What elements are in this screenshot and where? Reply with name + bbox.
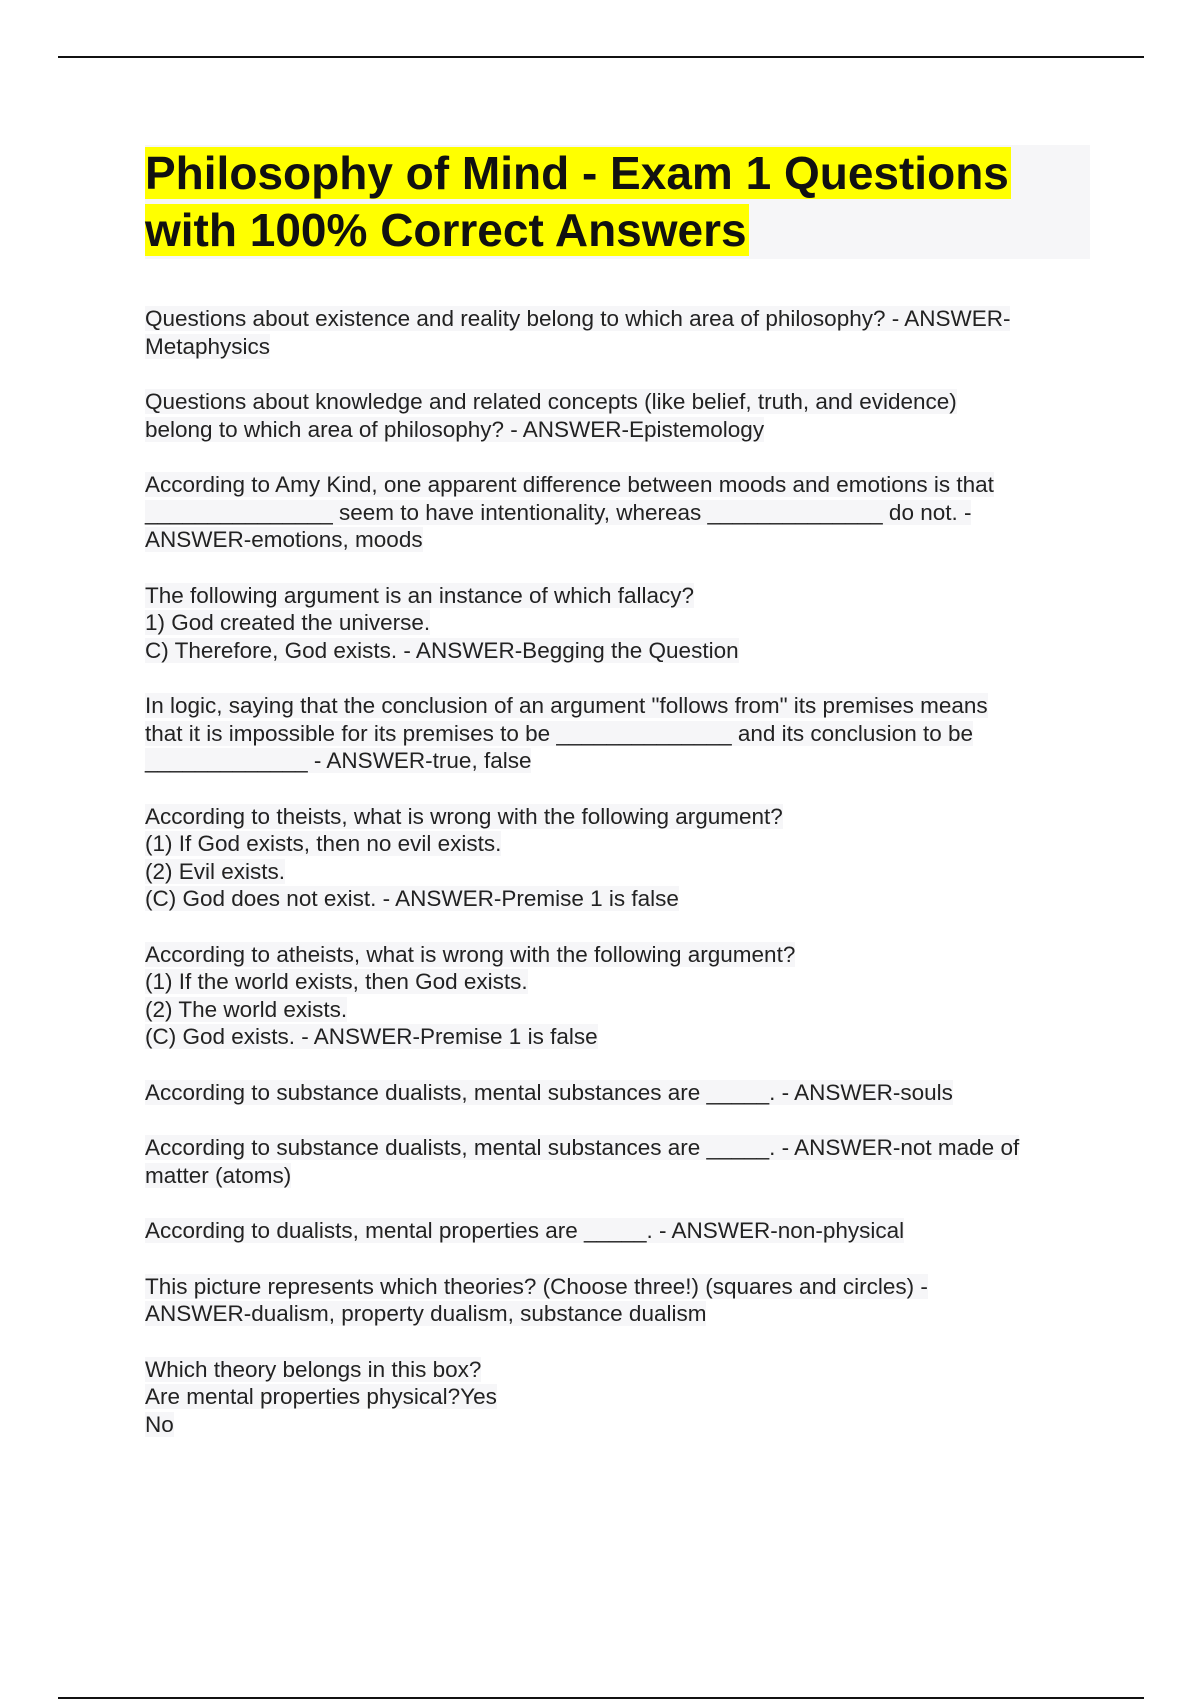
- bottom-rule: [58, 1697, 1144, 1699]
- qa-line-text: According to dualists, mental properties are _____. - ANSWER-non-physical: [145, 1218, 905, 1243]
- qa-line: [145, 1162, 1090, 1190]
- qa-line: [145, 388, 1090, 416]
- qa-line-text: The following argument is an instance of which fallacy?: [145, 582, 695, 608]
- qa-line-text: _______________ seem to have intentionality, whereas ______________ do not. -: [145, 499, 972, 525]
- qa-line-text: Questions about knowledge and related concepts (like belief, truth, and evidence): [145, 389, 957, 414]
- qa-line: [145, 637, 1090, 665]
- qa-line-text: Metaphysics: [145, 333, 271, 359]
- document-body: [145, 145, 1090, 1466]
- qa-line: [145, 1273, 1090, 1301]
- qa-line-text: According to theists, what is wrong with the following argument?: [145, 803, 783, 829]
- qa-line-text: No: [145, 1411, 174, 1437]
- qa-item: [145, 305, 1090, 360]
- qa-line-text: _____________ - ANSWER-true, false: [145, 748, 532, 773]
- qa-line-text: Questions about existence and reality belong to which area of philosophy? - ANSWER-: [145, 306, 1011, 331]
- top-rule: [58, 56, 1144, 58]
- qa-line: [145, 720, 1090, 748]
- qa-item: [145, 471, 1090, 554]
- qa-line-text: (2) Evil exists.: [145, 858, 286, 884]
- qa-line: [145, 885, 1090, 913]
- qa-line-text: C) Therefore, God exists. - ANSWER-Begging the Question: [145, 637, 739, 663]
- qa-line: [145, 858, 1090, 886]
- qa-line-text: According to substance dualists, mental substances are _____. - ANSWER-not made of: [145, 1135, 1020, 1160]
- qa-line-text: matter (atoms): [145, 1162, 292, 1188]
- qa-line: [145, 1383, 1090, 1411]
- qa-line: [145, 996, 1090, 1024]
- qa-line: [145, 609, 1090, 637]
- qa-line: [145, 1300, 1090, 1328]
- qa-line: [145, 941, 1090, 969]
- qa-line-text: Which theory belongs in this box?: [145, 1356, 482, 1382]
- qa-item: [145, 388, 1090, 443]
- qa-line-text: According to Amy Kind, one apparent difference between moods and emotions is that: [145, 472, 994, 497]
- qa-line: [145, 830, 1090, 858]
- qa-line: [145, 803, 1090, 831]
- qa-line: [145, 968, 1090, 996]
- qa-line: [145, 582, 1090, 610]
- qa-item: [145, 1079, 1090, 1107]
- qa-item: [145, 1356, 1090, 1439]
- qa-line: [145, 499, 1090, 527]
- qa-item: [145, 803, 1090, 913]
- qa-line: [145, 747, 1090, 775]
- title-block: [145, 145, 1090, 259]
- qa-line-text: (1) If the world exists, then God exists.: [145, 969, 528, 994]
- qa-line: [145, 416, 1090, 444]
- qa-line: [145, 471, 1090, 499]
- qa-item: [145, 692, 1090, 775]
- qa-line: [145, 1079, 1090, 1107]
- qa-line: [145, 1134, 1090, 1162]
- qa-line-text: Are mental properties physical?Yes: [145, 1384, 497, 1409]
- title-line-2: with 100% Correct Answers: [145, 204, 747, 256]
- qa-line-text: belong to which area of philosophy? - ANSWER-Epistemology: [145, 416, 765, 442]
- qa-item: [145, 941, 1090, 1051]
- qa-line: [145, 1023, 1090, 1051]
- qa-line: [145, 1356, 1090, 1384]
- qa-line-text: (1) If God exists, then no evil exists.: [145, 831, 502, 856]
- qa-line-text: that it is impossible for its premises to be ______________ and its conclusion to be: [145, 720, 973, 746]
- qa-line-text: ANSWER-emotions, moods: [145, 527, 423, 552]
- qa-line: [145, 526, 1090, 554]
- qa-line-text: ANSWER-dualism, property dualism, substance dualism: [145, 1301, 707, 1326]
- qa-line: [145, 305, 1090, 333]
- qa-line-text: (C) God exists. - ANSWER-Premise 1 is false: [145, 1024, 598, 1049]
- qa-line-text: (2) The world exists.: [145, 996, 348, 1022]
- qa-list: [145, 305, 1090, 1438]
- qa-item: [145, 582, 1090, 665]
- title-line-1: Philosophy of Mind - Exam 1 Questions: [145, 147, 1009, 199]
- qa-line: [145, 1411, 1090, 1439]
- qa-item: [145, 1134, 1090, 1189]
- qa-line: [145, 692, 1090, 720]
- qa-item: [145, 1217, 1090, 1245]
- document-title: [145, 145, 1090, 259]
- qa-line-text: (C) God does not exist. - ANSWER-Premise 1 is false: [145, 886, 679, 911]
- qa-line: [145, 1217, 1090, 1245]
- qa-line-text: In logic, saying that the conclusion of an argument "follows from" its premises means: [145, 693, 988, 718]
- qa-line-text: This picture represents which theories? (Choose three!) (squares and circles) -: [145, 1273, 928, 1299]
- qa-line-text: According to substance dualists, mental substances are _____. - ANSWER-souls: [145, 1079, 953, 1105]
- qa-line: [145, 333, 1090, 361]
- qa-line-text: 1) God created the universe.: [145, 610, 431, 635]
- qa-item: [145, 1273, 1090, 1328]
- qa-line-text: According to atheists, what is wrong with the following argument?: [145, 941, 796, 967]
